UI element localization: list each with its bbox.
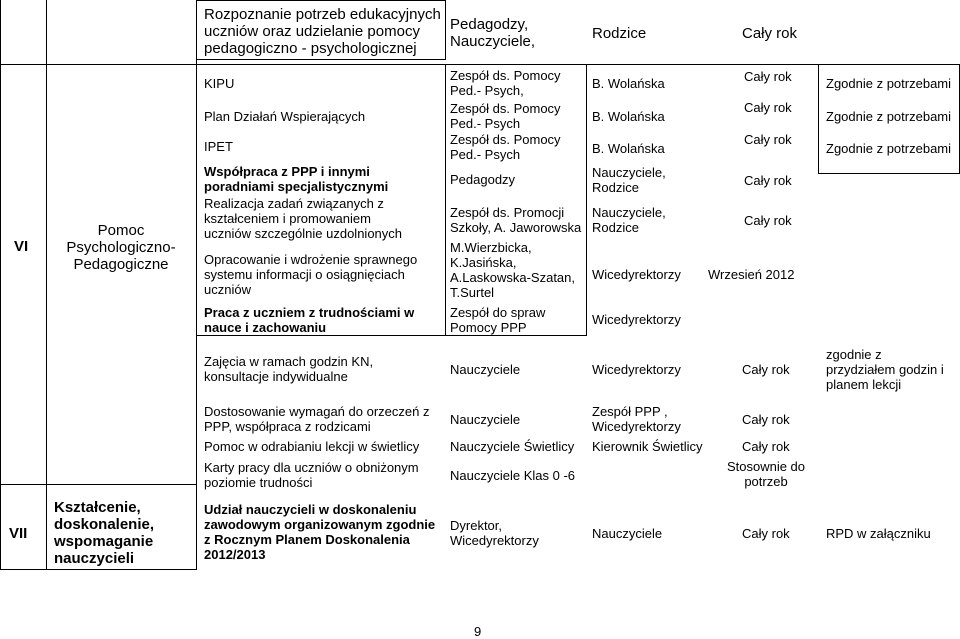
row-doskonalenie-task: Udział nauczycieli w doskonaleniu zawodowym organizowanym zgodnie z Rocznym Planem Doskonalenia 2012/2013 (204, 502, 436, 562)
row-ppp-task: Współpraca z PPP i innymi poradniami specjalistycznymi (204, 164, 389, 194)
header-for-whom: Rodzice (592, 25, 647, 42)
row-talent-when: Cały rok (744, 213, 792, 228)
row-ppp-coordinator: Nauczyciele, Rodzice (592, 165, 666, 195)
grid-line (0, 569, 197, 570)
grid-line (196, 64, 446, 65)
row-kn-notes: zgodnie z przydziałem godzin i planem lekcji (826, 347, 944, 392)
row-talent-coordinator: Nauczyciele, Rodzice (592, 205, 666, 235)
page-number: 9 (474, 624, 482, 639)
row-difficulty-who: Zespół do spraw Pomocy PPP (450, 305, 546, 335)
row-plan-coordinator: B. Wolańska (592, 109, 665, 124)
row-plan-task: Plan Działań Wspierających (204, 109, 366, 124)
row-kipu-who: Zespół ds. Pomocy Ped.- Psych, (450, 68, 561, 98)
row-ipet-when: Cały rok (744, 132, 792, 147)
row-kn-when: Cały rok (742, 362, 790, 377)
row-info-when: Wrzesień 2012 (708, 267, 795, 282)
grid-line (818, 173, 960, 174)
row-doskonalenie-notes: RPD w załączniku (826, 526, 931, 541)
grid-line (445, 0, 446, 60)
row-karty-when: Stosownie do potrzeb (726, 459, 806, 489)
row-ipet-coordinator: B. Wolańska (592, 141, 665, 156)
row-karty-task: Karty pracy dla uczniów o obniżonym poziomie trudności (204, 460, 419, 490)
row-difficulty-task: Praca z uczniem z trudnościami w nauce i zachowaniu (204, 305, 415, 335)
row-kipu-when: Cały rok (744, 69, 792, 84)
row-info-who: M.Wierzbicka, K.Jasińska, A.Laskowska-Szatan, T.Surtel (450, 240, 576, 300)
row-plan-notes: Zgodnie z potrzebami (826, 109, 952, 124)
row-doskonalenie-who: Dyrektor, Wicedyrektorzy (450, 518, 539, 548)
row-orzeczenia-task: Dostosowanie wymagań do orzeczeń z PPP, współpraca z rodzicami (204, 404, 430, 434)
section-vi-title: Pomoc Psychologiczno- Pedagogiczne (66, 222, 176, 273)
row-kn-task: Zajęcia w ramach godzin KN, konsultacje indywidualne (204, 354, 374, 384)
row-difficulty-coordinator: Wicedyrektorzy (592, 312, 681, 327)
row-ipet-task: IPET (204, 139, 233, 154)
row-swietlica-task: Pomoc w odrabianiu lekcji w świetlicy (204, 439, 420, 454)
grid-line (586, 64, 960, 65)
row-talent-task: Realizacja zadań związanych z kształceniem i promowaniem uczniów szczególnie uzdolnionych (204, 196, 403, 241)
grid-line (196, 59, 446, 60)
section-vi-number: VI (14, 238, 29, 255)
row-orzeczenia-who: Nauczyciele (450, 412, 521, 427)
row-talent-who: Zespół ds. Promocji Szkoły, A. Jaworowska (450, 205, 582, 235)
grid-line (0, 484, 197, 485)
row-swietlica-when: Cały rok (742, 439, 790, 454)
row-ipet-who: Zespół ds. Pomocy Ped.- Psych (450, 132, 561, 162)
row-doskonalenie-when: Cały rok (742, 526, 790, 541)
row-kipu-notes: Zgodnie z potrzebami (826, 76, 952, 91)
grid-line (445, 335, 587, 336)
section-vii-number: VII (9, 525, 28, 542)
row-kipu-coordinator: B. Wolańska (592, 76, 665, 91)
grid-line (445, 64, 446, 336)
row-ppp-who: Pedagodzy (450, 172, 516, 187)
row-plan-who: Zespół ds. Pomocy Ped.- Psych (450, 101, 561, 131)
grid-line (196, 0, 197, 60)
row-karty-who: Nauczyciele Klas 0 -6 (450, 468, 575, 483)
row-swietlica-who: Nauczyciele Świetlicy (450, 439, 575, 454)
row-orzeczenia-coordinator: Zespół PPP , Wicedyrektorzy (592, 404, 681, 434)
grid-line (586, 64, 587, 336)
row-orzeczenia-when: Cały rok (742, 412, 790, 427)
row-kn-coordinator: Wicedyrektorzy (592, 362, 681, 377)
row-ipet-notes: Zgodnie z potrzebami (826, 141, 952, 156)
grid-line (196, 335, 446, 336)
row-ppp-when: Cały rok (744, 173, 792, 188)
row-plan-when: Cały rok (744, 100, 792, 115)
row-info-task: Opracowanie i wdrożenie sprawnego systemu informacji o osiągnięciach uczniów (204, 252, 418, 297)
grid-line (0, 64, 197, 65)
header-when: Cały rok (742, 25, 798, 42)
header-who: Pedagodzy, Nauczyciele, (450, 16, 536, 50)
grid-line (818, 64, 819, 174)
row-doskonalenie-coordinator: Nauczyciele (592, 526, 663, 541)
header-task: Rozpoznanie potrzeb edukacyjnych uczniów oraz udzielanie pomocy pedagogiczno - psychologicznej (204, 6, 441, 57)
row-kipu-task: KIPU (204, 76, 235, 91)
row-kn-who: Nauczyciele (450, 362, 521, 377)
grid-line (196, 0, 446, 1)
row-info-coordinator: Wicedyrektorzy (592, 267, 681, 282)
grid-line (445, 64, 587, 65)
row-swietlica-coordinator: Kierownik Świetlicy (592, 439, 703, 454)
section-vii-title: Kształcenie, doskonalenie, wspomaganie nauczycieli (54, 499, 155, 567)
